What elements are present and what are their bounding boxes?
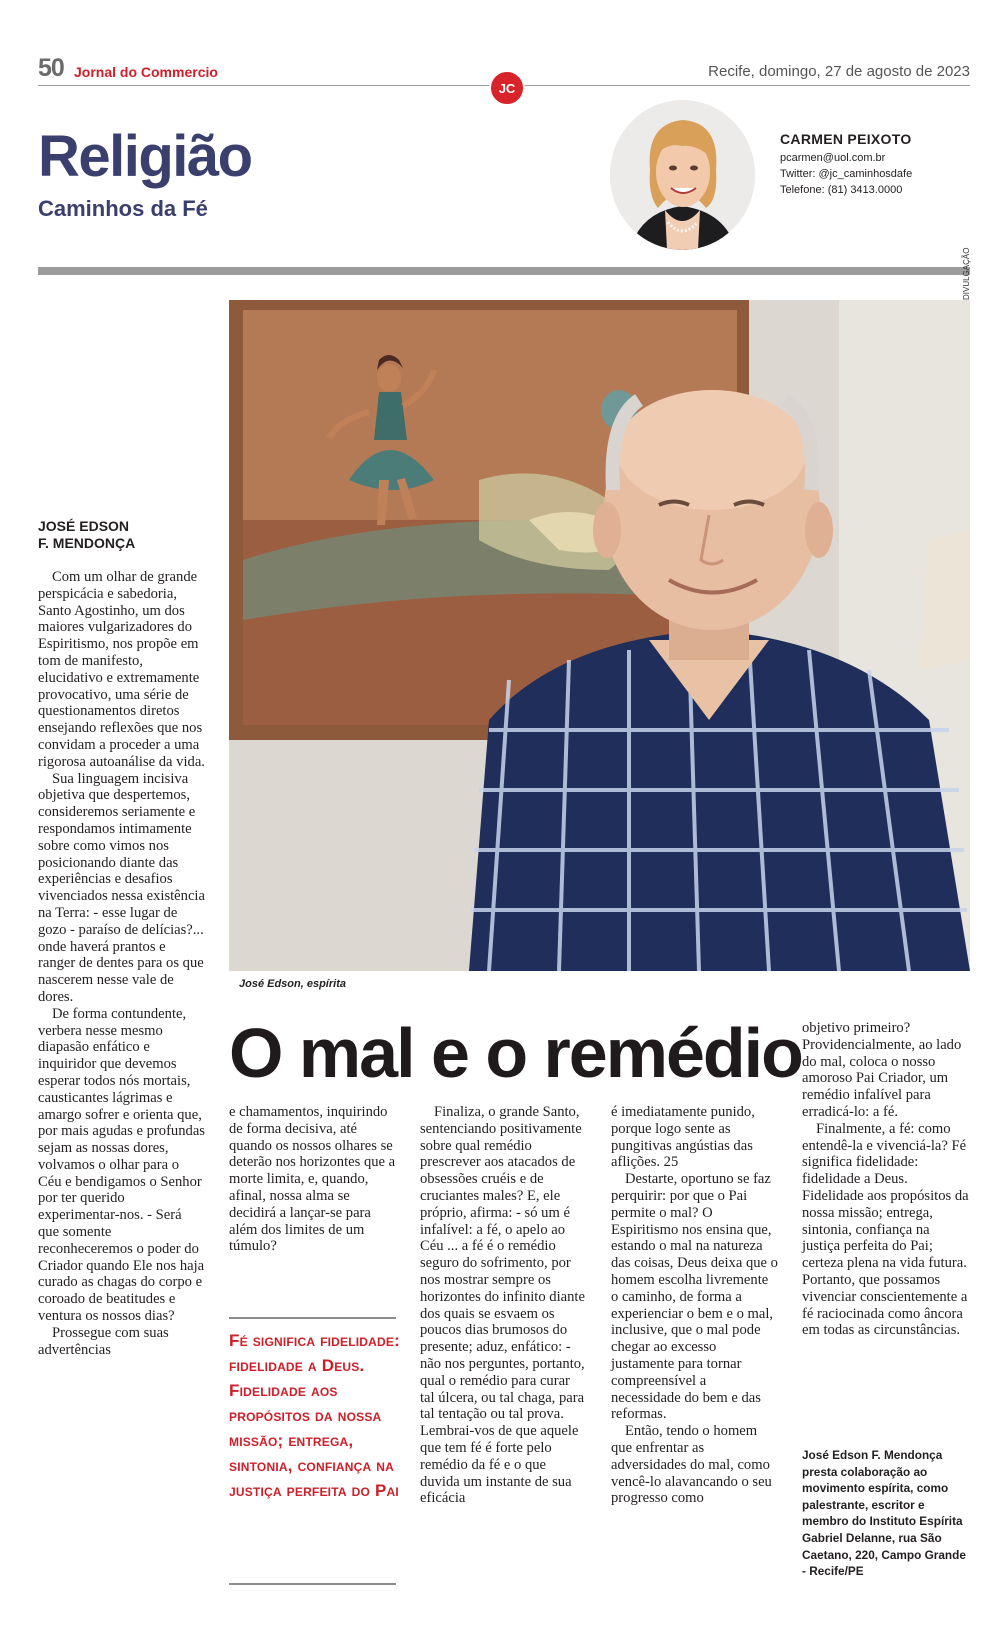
pull-quote-rule-top (229, 1317, 396, 1319)
pull-quote: Fé significa fidelidade: fidelidade a Deus. Fidelidade aos propósitos da nossa missão; entrega, sintonia, confiança na justiça perfeita do Pai (229, 1331, 400, 1500)
author-bio: José Edson F. Mendonça presta colaboração ao movimento espírita, como palestrante, escritor e membro do Instituto Espírita Gabriel Delanne, rua São Caetano, 220, Campo Grande - Recife/PE (802, 1448, 966, 1579)
paragraph: De forma contundente, verbera nesse mesmo diapasão enfático e inquiridor que devemos esperar todos nós mortais, causticantes lágrimas e amargo sofrer e orienta que, por mais agudas e profundas sejam as nossas dores, volvamos o olhar para o Céu e bendigamos o Senhor por ter querido experimentar-nos. - Será que somente reconheceremos o poder do Criador quando Ele nos haja curado as chagas do corpo e coroado de beatitudes e ventura os nossos dias? (38, 1005, 205, 1325)
paragraph: Destarte, oportuno se faz perquirir: por que o Pai permite o mal? O Espiritismo nos ensina que, estando o mal na natureza das coisas, Deus deixa que o homem escolha livremente o caminho, de forma a experienciar o bem e o mal, inclusive, que o mal pode chegar ao excesso justamente para tornar compreensível a necessidade do bem e das reformas. (611, 1171, 778, 1423)
paragraph: Com um olhar de grande perspicácia e sabedoria, Santo Agostinho, um dos maiores vulgarizadores do Espiritismo, nos propõe em tom de manifesto, elucidativo e extremamente provocativo, uma série de questionamentos diretos ensejando reflexões que nos convidam a proceder a uma rigorosa autoanálise da vida. (38, 569, 205, 770)
paragraph: Sua linguagem incisiva objetiva que despertemos, consideremos seriamente e respondamos intimamente sobre como vimos nos posicionando diante das experiências e desafios vivenciados nessa existência na Terra: - esse lugar de gozo - paraíso de delícias?... onde haverá prantos e ranger de dentes para os que nascerem nesse vale de dores. (38, 770, 205, 1005)
dateline: Recife, domingo, 27 de agosto de 2023 (708, 63, 970, 80)
paragraph: Prossegue com suas advertências (38, 1324, 169, 1358)
paragraph: objetivo primeiro? Providencialmente, ao lado do mal, coloca o nosso amoroso Pai Criador, um remédio infalível para erradicá-lo: a fé. (802, 1020, 962, 1120)
columnist-avatar (610, 100, 755, 250)
paragraph: é imediatamente punido, porque logo sente as pungitivas angústias das aflições. 25 (611, 1104, 755, 1171)
paragraph: Então, tendo o homem que enfrentar as adversidades do mal, como vencê-lo alavancando o seu progresso como (611, 1423, 772, 1507)
columnist-name: CARMEN PEIXOTO (780, 131, 912, 147)
article-column-4 (611, 1104, 779, 1507)
article-column-1 (38, 569, 206, 1358)
page-number: 50 (38, 54, 64, 82)
article-column-3 (420, 1104, 588, 1507)
columnist-twitter[interactable]: Twitter: @jc_caminhosdafe (780, 168, 913, 180)
byline (38, 518, 135, 552)
section-divider (38, 267, 970, 275)
photo-caption: José Edson, espírita (239, 978, 346, 990)
byline-line-2: F. MENDONÇA (38, 535, 136, 551)
section-title: Religião (38, 124, 252, 189)
jc-logo-icon: JC (489, 70, 525, 106)
paragraph: e chamamentos, inquirindo de forma decisiva, até quando os nossos olhares se deterão nos horizontes que a morte limita, e, quando, afinal, nossa alma se decidirá a lançar-se para além dos limites de um túmulo? (229, 1104, 396, 1255)
newspaper-name: Jornal do Commercio (74, 64, 218, 80)
paragraph: Finalmente, a fé: como entendê-la e vivenciá-la? Fé significa fidelidade: fidelidade a Deus. Fidelidade aos propósitos da nossa missão; entrega, sintonia, confiança na justiça perfeita do Pai; certeza plena na vida futura. Portanto, que possamos vivenciar conscientemente a fé raciocinada como âncora em todas as circunstâncias. (802, 1120, 969, 1339)
article-column-2 (229, 1104, 397, 1255)
section-subtitle: Caminhos da Fé (38, 196, 208, 221)
paragraph: Finaliza, o grande Santo, sentenciando positivamente sobre qual remédio prescrever aos atacados de obsessões cruéis e de cruciantes males? E, ele próprio, afirma: - só um é infalível: a fé, o apelo ao Céu ... a fé é o remédio seguro do sofrimento, por nos mostrar sempre os horizontes do infinito diante dos quais se esvaem os poucos dias brumosos do presente; aduz, enfático: - não nos perguntes, portanto, qual o remédio para curar tal úlcera, ou tal chaga, para tal tentação ou tal prova. Lembrai-vos de que aquele que tem fé é forte pelo remédio da fé e o que duvida um instante de sua eficácia (420, 1104, 585, 1507)
article-headline: O mal e o remédio (229, 1014, 802, 1092)
article-photo (229, 300, 970, 971)
columnist-phone: Telefone: (81) 3413.0000 (780, 184, 903, 196)
byline-line-1: JOSÉ EDSON (38, 518, 130, 534)
columnist-email[interactable]: pcarmen@uol.com.br (780, 152, 886, 164)
photo-credit: DIVULGAÇÃO (962, 247, 971, 300)
pull-quote-rule-bottom (229, 1583, 396, 1585)
article-column-5 (802, 1020, 970, 1339)
